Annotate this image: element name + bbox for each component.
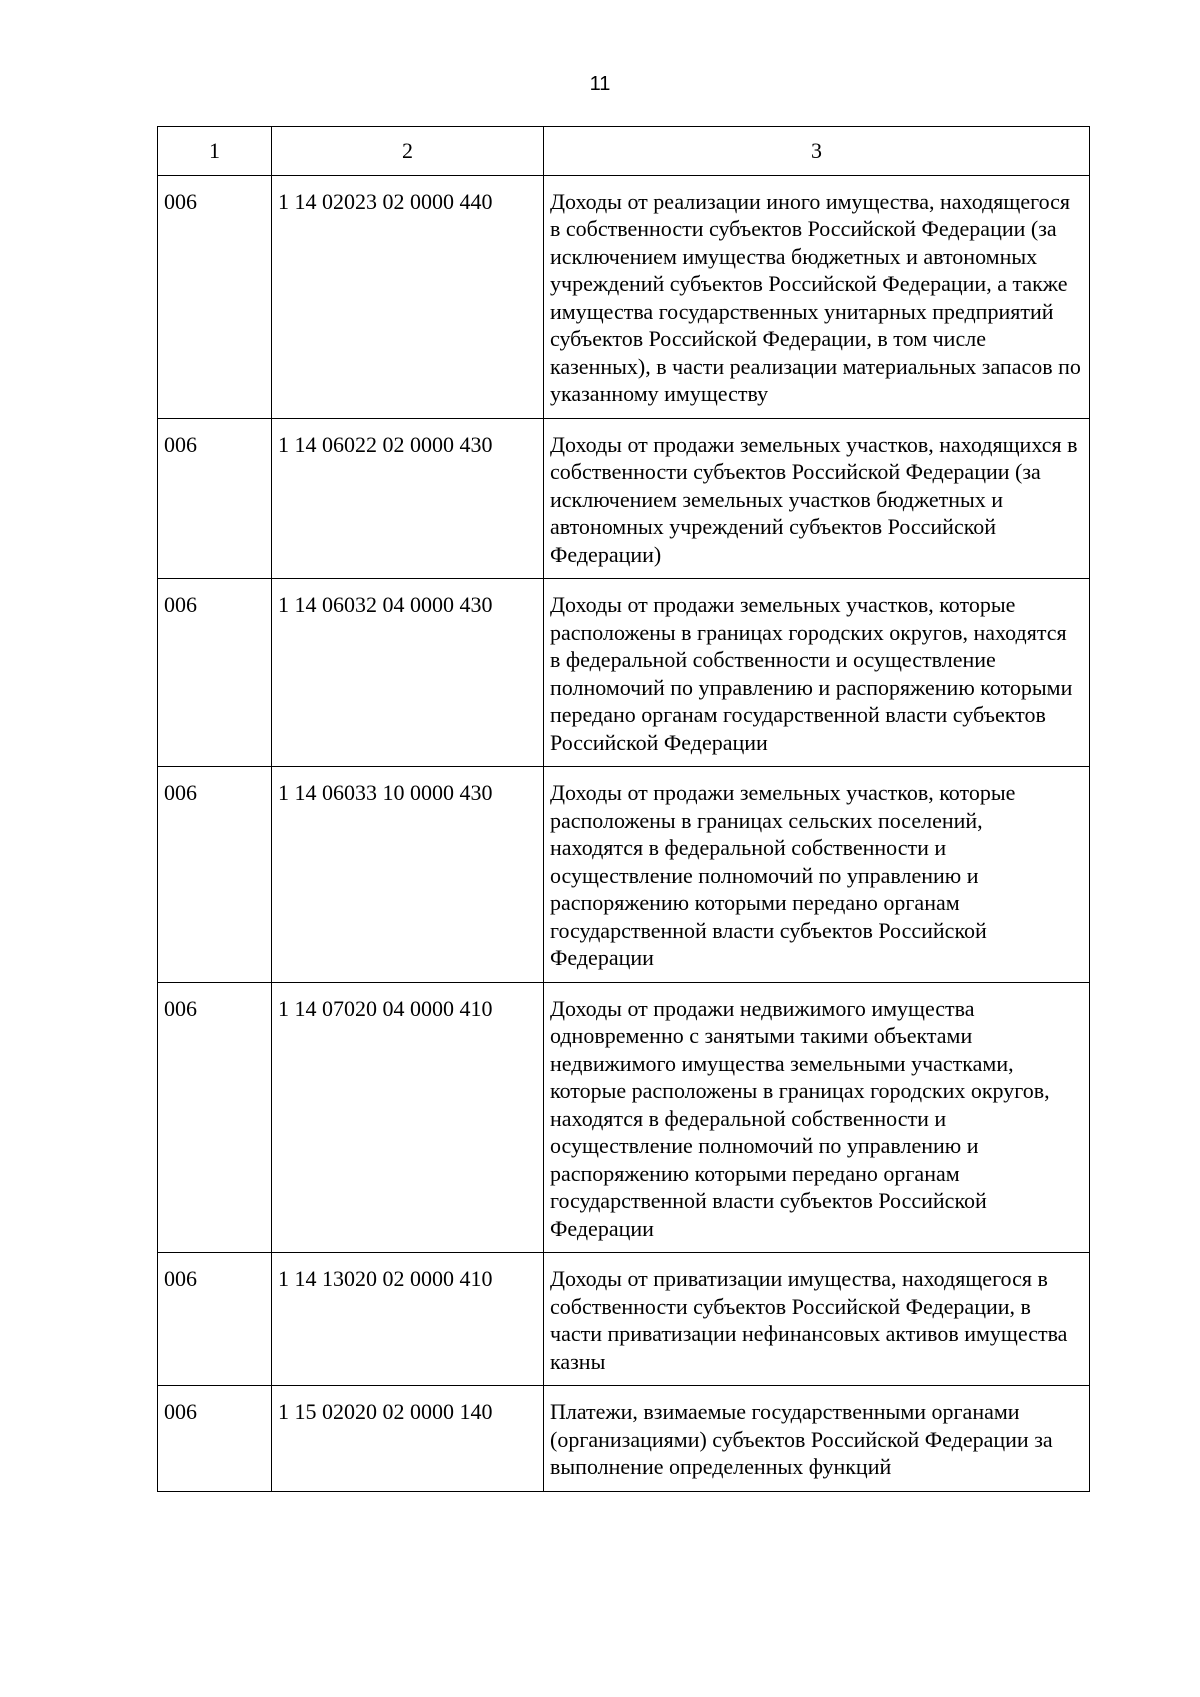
description-cell: Доходы от реализации иного имущества, находящегося в собственности субъектов Российской Федерации (за исключением имущества бюджетных и автономных учреждений субъектов Российской Федерации, а также имущества государственных унитарных предприятий субъектов Российской Федерации, в том числе казенных), в части реализации материальных запасов по указанному имуществу (544, 175, 1090, 418)
income-codes-table (157, 126, 1090, 1492)
table-row (158, 767, 1090, 983)
page-number: 11 (589, 73, 611, 95)
budget-code-cell: 1 14 07020 04 0000 410 (272, 982, 544, 1253)
budget-code-cell: 1 14 02023 02 0000 440 (272, 175, 544, 418)
description-cell: Доходы от продажи земельных участков, которые расположены в границах городских округов, находятся в федеральной собственности и осуществление полномочий по управлению и распоряжению которыми передано органам государственной власти субъектов Российской Федерации (544, 579, 1090, 767)
description-cell: Доходы от продажи земельных участков, находящихся в собственности субъектов Российской Федерации (за исключением земельных участков бюджетных и автономных учреждений субъектов Российской Федерации) (544, 418, 1090, 579)
admin-code-cell: 006 (158, 982, 272, 1253)
table-row (158, 418, 1090, 579)
column-header: 2 (272, 127, 544, 176)
column-header: 3 (544, 127, 1090, 176)
admin-code-cell: 006 (158, 1253, 272, 1386)
table-row (158, 579, 1090, 767)
description-cell: Доходы от продажи земельных участков, которые расположены в границах сельских поселений, находятся в федеральной собственности и осуществление полномочий по управлению и распоряжению которыми передано органам государственной власти субъектов Российской Федерации (544, 767, 1090, 983)
budget-code-cell: 1 15 02020 02 0000 140 (272, 1386, 544, 1492)
budget-code-cell: 1 14 06022 02 0000 430 (272, 418, 544, 579)
admin-code-cell: 006 (158, 579, 272, 767)
description-cell: Доходы от приватизации имущества, находящегося в собственности субъектов Российской Федерации, в части приватизации нефинансовых активов имущества казны (544, 1253, 1090, 1386)
table-row (158, 175, 1090, 418)
table-row (158, 982, 1090, 1253)
column-header: 1 (158, 127, 272, 176)
budget-code-cell: 1 14 13020 02 0000 410 (272, 1253, 544, 1386)
admin-code-cell: 006 (158, 767, 272, 983)
admin-code-cell: 006 (158, 418, 272, 579)
admin-code-cell: 006 (158, 175, 272, 418)
table-header-row (158, 127, 1090, 176)
table-row (158, 1253, 1090, 1386)
admin-code-cell: 006 (158, 1386, 272, 1492)
description-cell: Платежи, взимаемые государственными органами (организациями) субъектов Российской Федерации за выполнение определенных функций (544, 1386, 1090, 1492)
budget-code-cell: 1 14 06032 04 0000 430 (272, 579, 544, 767)
description-cell: Доходы от продажи недвижимого имущества одновременно с занятыми такими объектами недвижимого имущества земельными участками, которые расположены в границах городских округов, находятся в федеральной собственности и осуществление полномочий по управлению и распоряжению которыми передано органам государственной власти субъектов Российской Федерации (544, 982, 1090, 1253)
budget-code-cell: 1 14 06033 10 0000 430 (272, 767, 544, 983)
table-row (158, 1386, 1090, 1492)
